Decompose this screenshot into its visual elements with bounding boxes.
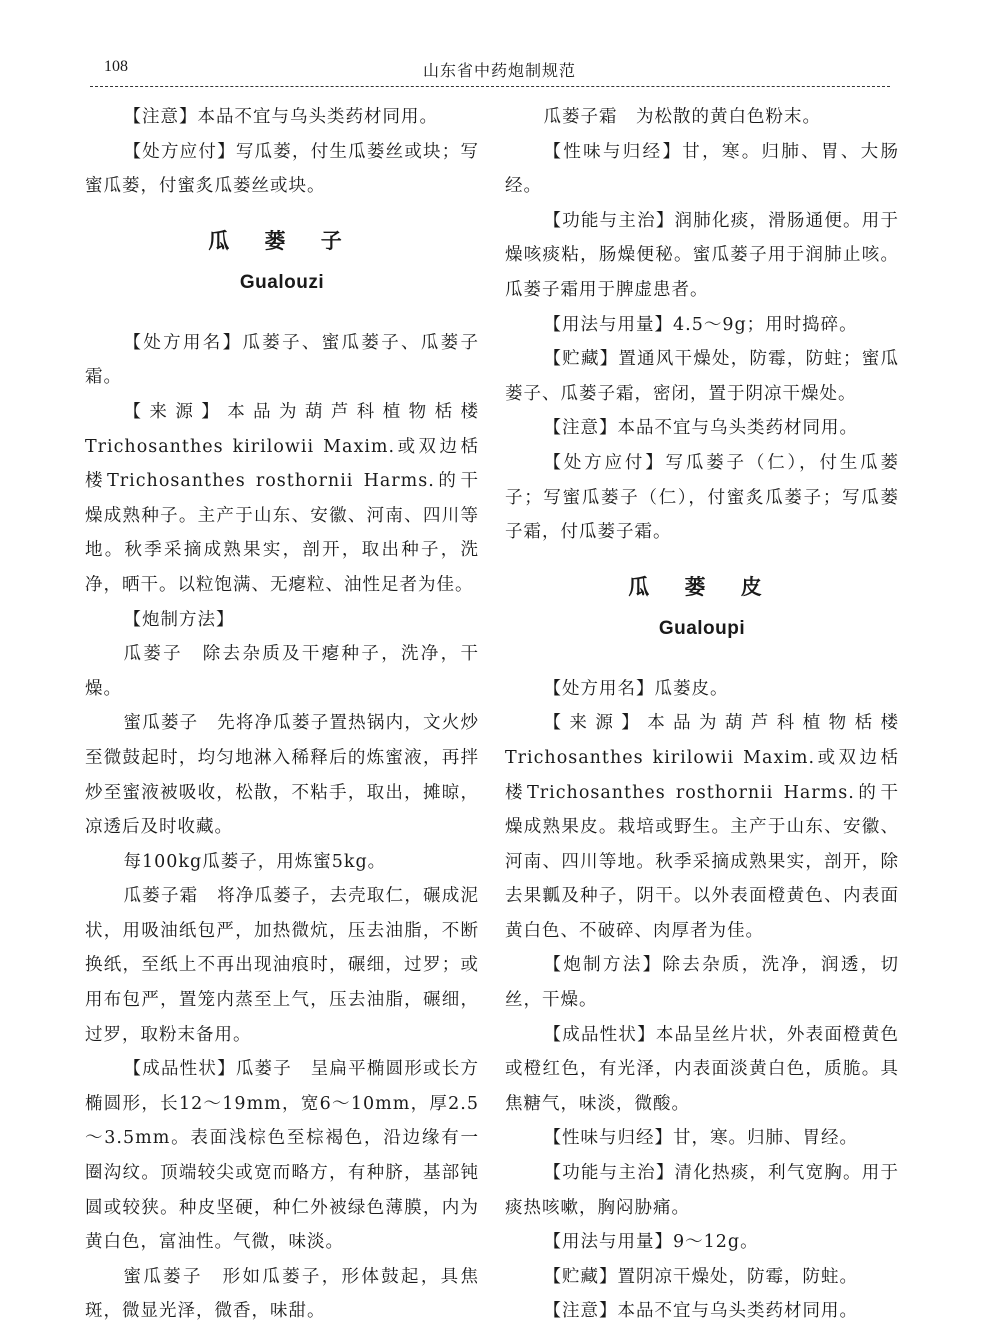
paragraph-source: 【来源】本品为葫芦科植物栝楼Trichosanthes kirilowii Maxim.或双边栝楼Trichosanthes rosthornii Harms.的干燥成熟种子。主产于山东、安徽、河南、四川等地。秋季采摘成熟果实，剖开，取出种子，洗净，晒干。以粒饱满、无瘪粒、油性足者为佳。 [85, 401, 479, 595]
page-number: 108 [104, 58, 128, 75]
paragraph-dispensing: 【处方应付】写瓜蒌子（仁），付生瓜蒌子；写蜜瓜蒌子（仁），付蜜炙瓜蒌子；写瓜蒌子霜，付瓜蒌子霜。 [505, 452, 899, 543]
paragraph-prescription-names: 【处方用名】瓜蒌子、蜜瓜蒌子、瓜蒌子霜。 [85, 332, 479, 388]
paragraph-processing-plain: 瓜蒌子 除去杂质及干瘪种子，洗净，干燥。 [85, 644, 479, 699]
paragraph-processing-frost: 瓜蒌子霜 将净瓜蒌子，去壳取仁，碾成泥状，用吸油纸包严，加热微炕，压去油脂，不断换纸，至纸上不再出现油痕时，碾细，过罗；或用布包严，置笼内蒸至上气，压去油脂，碾细，过罗，取粉末备用。 [85, 886, 479, 1045]
running-title: 山东省中药炮制规范 [422, 61, 576, 80]
paragraph-functions: 【功能与主治】清化热痰，利气宽胸。用于痰热咳嗽，胸闷胁痛。 [505, 1163, 899, 1218]
paragraph-honey-characteristics: 蜜瓜蒌子 形如瓜蒌子，形体鼓起，具焦斑，微显光泽，微香，味甜。 [85, 1266, 479, 1322]
paragraph-caution: 【注意】本品不宜与乌头类药材同用。 [543, 418, 858, 439]
paragraph-storage: 【贮藏】置阴凉干燥处，防霉，防蛀。 [543, 1266, 858, 1287]
paragraph-caution: 【注意】本品不宜与乌头类药材同用。 [543, 1301, 858, 1322]
paragraph-processing-method: 【炮制方法】除去杂质，洗净，润透，切丝，干燥。 [505, 955, 899, 1011]
paragraph-functions: 【功能与主治】润肺化痰，滑肠通便。用于燥咳痰粘，肠燥便秘。蜜瓜蒌子用于润肺止咳。瓜蒌子霜用于脾虚患者。 [505, 210, 899, 300]
entry-pinyin: Gualouzi [239, 271, 325, 293]
paragraph-dosage: 【用法与用量】9～12g。 [543, 1232, 759, 1253]
paragraph-dispensing: 【处方应付】写瓜蒌，付生瓜蒌丝或块；写蜜瓜蒌，付蜜炙瓜蒌丝或块。 [85, 141, 479, 197]
paragraph-processing-honey: 蜜瓜蒌子 先将净瓜蒌子置热锅内，文火炒至微鼓起时，均匀地淋入稀释后的炼蜜液，再拌炒至蜜液被吸收，松散，不粘手，取出，摊晾，凉透后及时收藏。 [85, 713, 479, 838]
paragraph-storage: 【贮藏】置通风干燥处，防霉，防蛀；蜜瓜蒌子、瓜蒌子霜，密闭，置于阴凉干燥处。 [505, 349, 899, 404]
paragraph-frost-characteristics: 瓜蒌子霜 为松散的黄白色粉末。 [543, 107, 821, 127]
header-rule [90, 86, 890, 87]
entry-title: 瓜 蒌 皮 [628, 574, 776, 599]
entry-title: 瓜 蒌 子 [208, 228, 356, 253]
paragraph-dosage: 【用法与用量】4.5～9g；用时捣碎。 [543, 314, 858, 335]
paragraph-prescription-names: 【处方用名】瓜蒌皮。 [543, 678, 729, 699]
paragraph-honey-ratio: 每100kg瓜蒌子，用炼蜜5kg。 [123, 851, 387, 872]
paragraph-product-characteristics: 【成品性状】瓜蒌子 呈扁平椭圆形或长方椭圆形，长12～19mm，宽6～10mm，厚2.5～3.5mm。表面浅棕色至棕褐色，沿边缘有一圈沟纹。顶端较尖或宽而略方，有种脐，基部钝圆或较狭。种皮坚硬，种仁外被绿色薄膜，内为黄白色，富油性。气微，味淡。 [85, 1059, 479, 1253]
entry-pinyin: Gualoupi [658, 617, 746, 639]
paragraph-source: 【来源】本品为葫芦科植物栝楼Trichosanthes kirilowii Maxim.或双边栝楼Trichosanthes rosthornii Harms.的干燥成熟果皮。栽培或野生。主产于山东、安徽、河南、四川等地。秋季采摘成熟果实，剖开，除去果瓤及种子，阴干。以外表面橙黄色、内表面黄白色、不破碎、肉厚者为佳。 [505, 713, 899, 941]
paragraph-processing-heading: 【炮制方法】 [123, 609, 235, 630]
paragraph-product-characteristics: 【成品性状】本品呈丝片状，外表面橙黄色或橙红色，有光泽，内表面淡黄白色，质脆。具焦糖气，味淡，微酸。 [505, 1024, 899, 1114]
paragraph-nature-meridian: 【性味与归经】甘，寒。归肺、胃、大肠经。 [505, 141, 899, 197]
right-column [505, 100, 899, 1329]
left-column [85, 100, 479, 1329]
paragraph-nature-meridian: 【性味与归经】甘，寒。归肺、胃经。 [543, 1128, 858, 1149]
paragraph-caution: 【注意】本品不宜与乌头类药材同用。 [123, 107, 438, 127]
